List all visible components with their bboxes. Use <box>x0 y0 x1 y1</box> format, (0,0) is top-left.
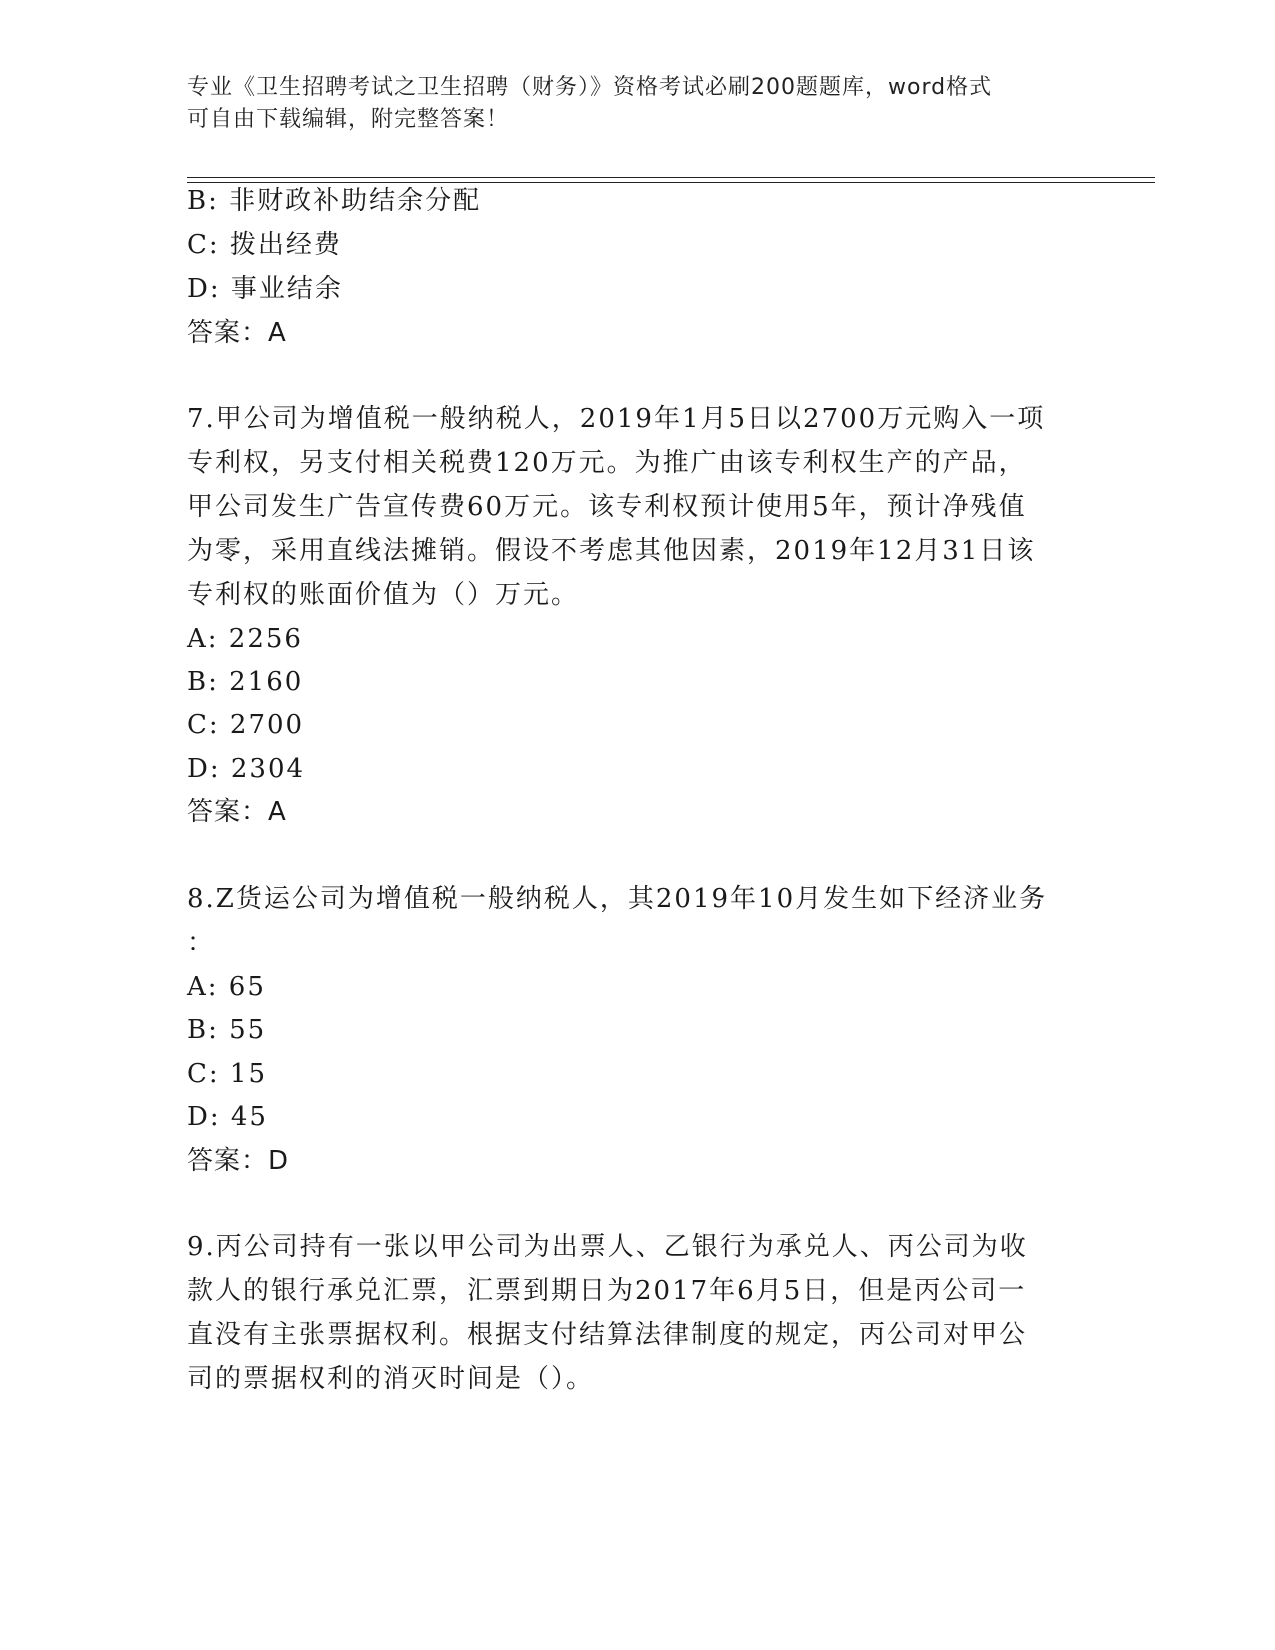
answer: 答案：D <box>187 1146 290 1176</box>
option-d: D: 45 <box>187 1102 268 1132</box>
answer: 答案：A <box>187 318 287 348</box>
answer: 答案：A <box>187 797 287 827</box>
option-a: A: 2256 <box>187 624 303 654</box>
option-b: B: 2160 <box>187 667 304 697</box>
question-8-line-2: ： <box>187 928 216 958</box>
question-9-line-2: 款人的银行承兑汇票，汇票到期日为2017年6月5日，但是丙公司一 <box>187 1276 1027 1306</box>
page-header <box>187 72 1087 136</box>
question-7-line-5: 专利权的账面价值为（）万元。 <box>187 580 580 610</box>
question-7-line-1: 7.甲公司为增值税一般纳税人，2019年1月5日以2700万元购入一项 <box>187 404 1046 434</box>
option-d: D: 事业结余 <box>187 274 343 304</box>
option-d: D: 2304 <box>187 754 306 784</box>
question-7-line-2: 专利权，另支付相关税费120万元。为推广由该专利权生产的产品， <box>187 448 1027 478</box>
header-line-2: 可自由下载编辑，附完整答案！ <box>187 107 510 132</box>
question-7-line-3: 甲公司发生广告宣传费60万元。该专利权预计使用5年，预计净残值 <box>187 492 1027 522</box>
header-divider-top <box>187 177 1155 178</box>
question-9-line-4: 司的票据权利的消灭时间是（）。 <box>187 1364 595 1394</box>
option-b: B: 55 <box>187 1015 267 1045</box>
question-9-line-3: 直没有主张票据权利。根据支付结算法律制度的规定，丙公司对甲公 <box>187 1320 1028 1350</box>
option-b: B: 非财政补助结余分配 <box>187 186 482 216</box>
option-a: A: 65 <box>187 972 266 1002</box>
question-7-line-4: 为零，采用直线法摊销。假设不考虑其他因素，2019年12月31日该 <box>187 536 1036 566</box>
question-9-line-1: 9.丙公司持有一张以甲公司为出票人、乙银行为承兑人、丙公司为收 <box>187 1232 1028 1262</box>
question-8-line-1: 8.Z货运公司为增值税一般纳税人，其2019年10月发生如下经济业务 <box>187 884 1048 914</box>
option-c: C: 拨出经费 <box>187 230 342 260</box>
option-c: C: 2700 <box>187 710 305 740</box>
option-c: C: 15 <box>187 1059 268 1089</box>
header-line-1: 专业《卫生招聘考试之卫生招聘（财务）》资格考试必刷200题题库，word格式 <box>187 75 993 100</box>
